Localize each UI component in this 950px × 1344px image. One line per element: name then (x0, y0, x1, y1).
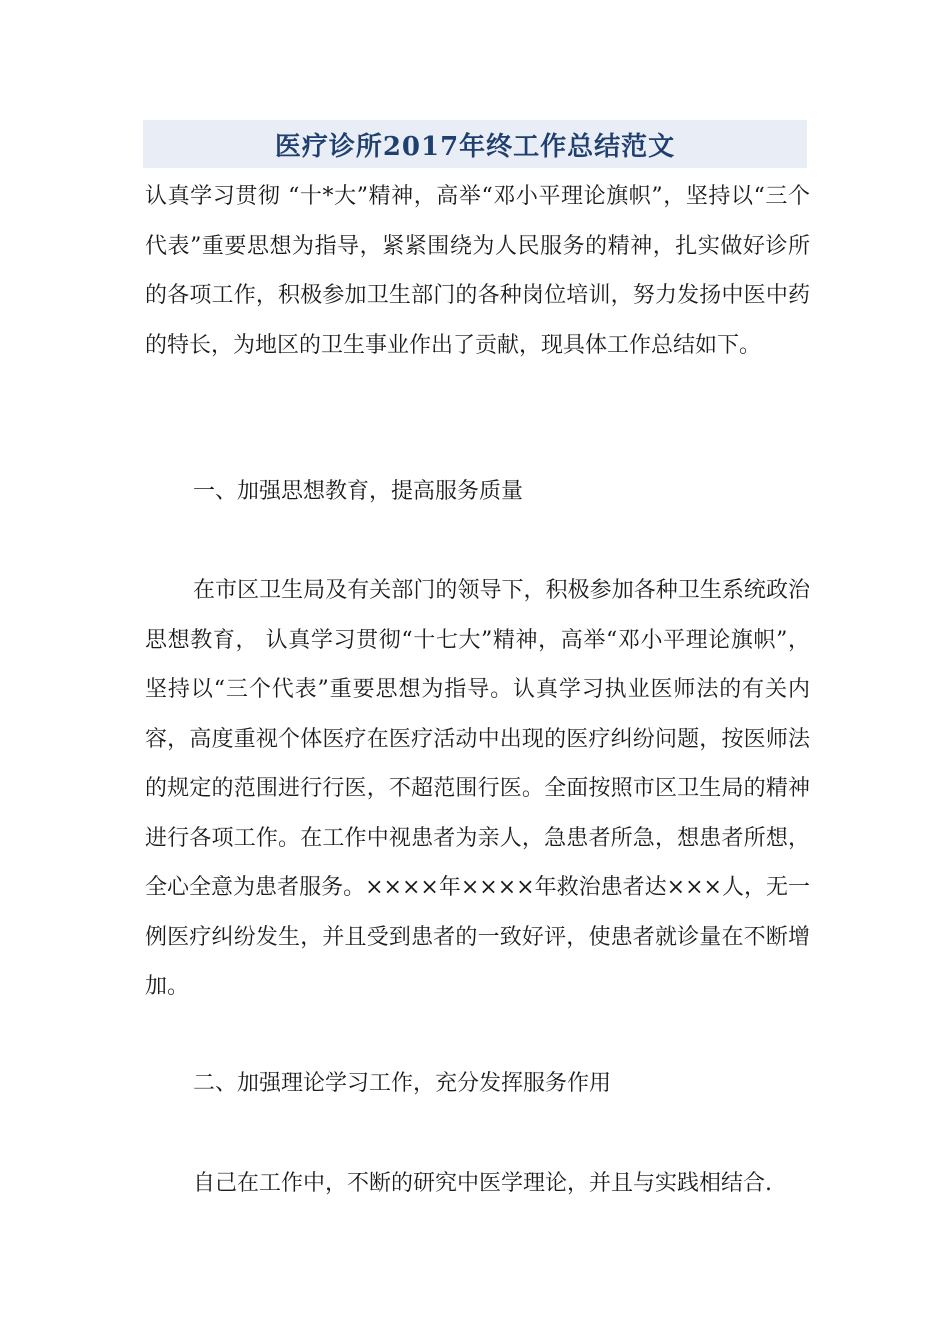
title-banner (143, 120, 807, 168)
section-heading-2: 二、加强理论学习工作，充分发挥服务作用 (193, 1071, 612, 1096)
section-heading-1: 一、加强思想教育，提高服务质量 (193, 479, 524, 504)
intro-paragraph: 认真学习贯彻 “十*大”精神，高举“邓小平理论旗帜”，坚持以“三个代表”重要思想为指导，紧紧围绕为人民服务的精神，扎实做好诊所的各项工作，积极参加卫生部门的各种岗位培训，努力发扬中医中药的特长，为地区的卫生事业作出了贡献，现具体工作总结如下。 (145, 184, 810, 358)
section-body-2: 自己在工作中，不断的研究中医学理论，并且与实践相结合. (193, 1171, 772, 1196)
page-title: 医疗诊所2017年终工作总结范文 (274, 131, 676, 162)
section-body-1: 在市区卫生局及有关部门的领导下，积极参加各种卫生系统政治思想教育， 认真学习贯彻“十七大”精神，高举“邓小平理论旗帜”，坚持以“三个代表”重要思想为指导。认真学习执业医师法的有关内容，高度重视个体医疗在医疗活动中出现的医疗纠纷问题，按医师法的规定的范围进行行医，不超范围行医。全面按照市区卫生局的精神进行各项工作。在工作中视患者为亲人，急患者所急，想患者所想， 全心全意为患者服务。××××年××××年救治患者达×××人，无一例医疗纠纷发生，并且受到患者的一致好评，使患者就诊量在不断增加。 (145, 578, 810, 999)
